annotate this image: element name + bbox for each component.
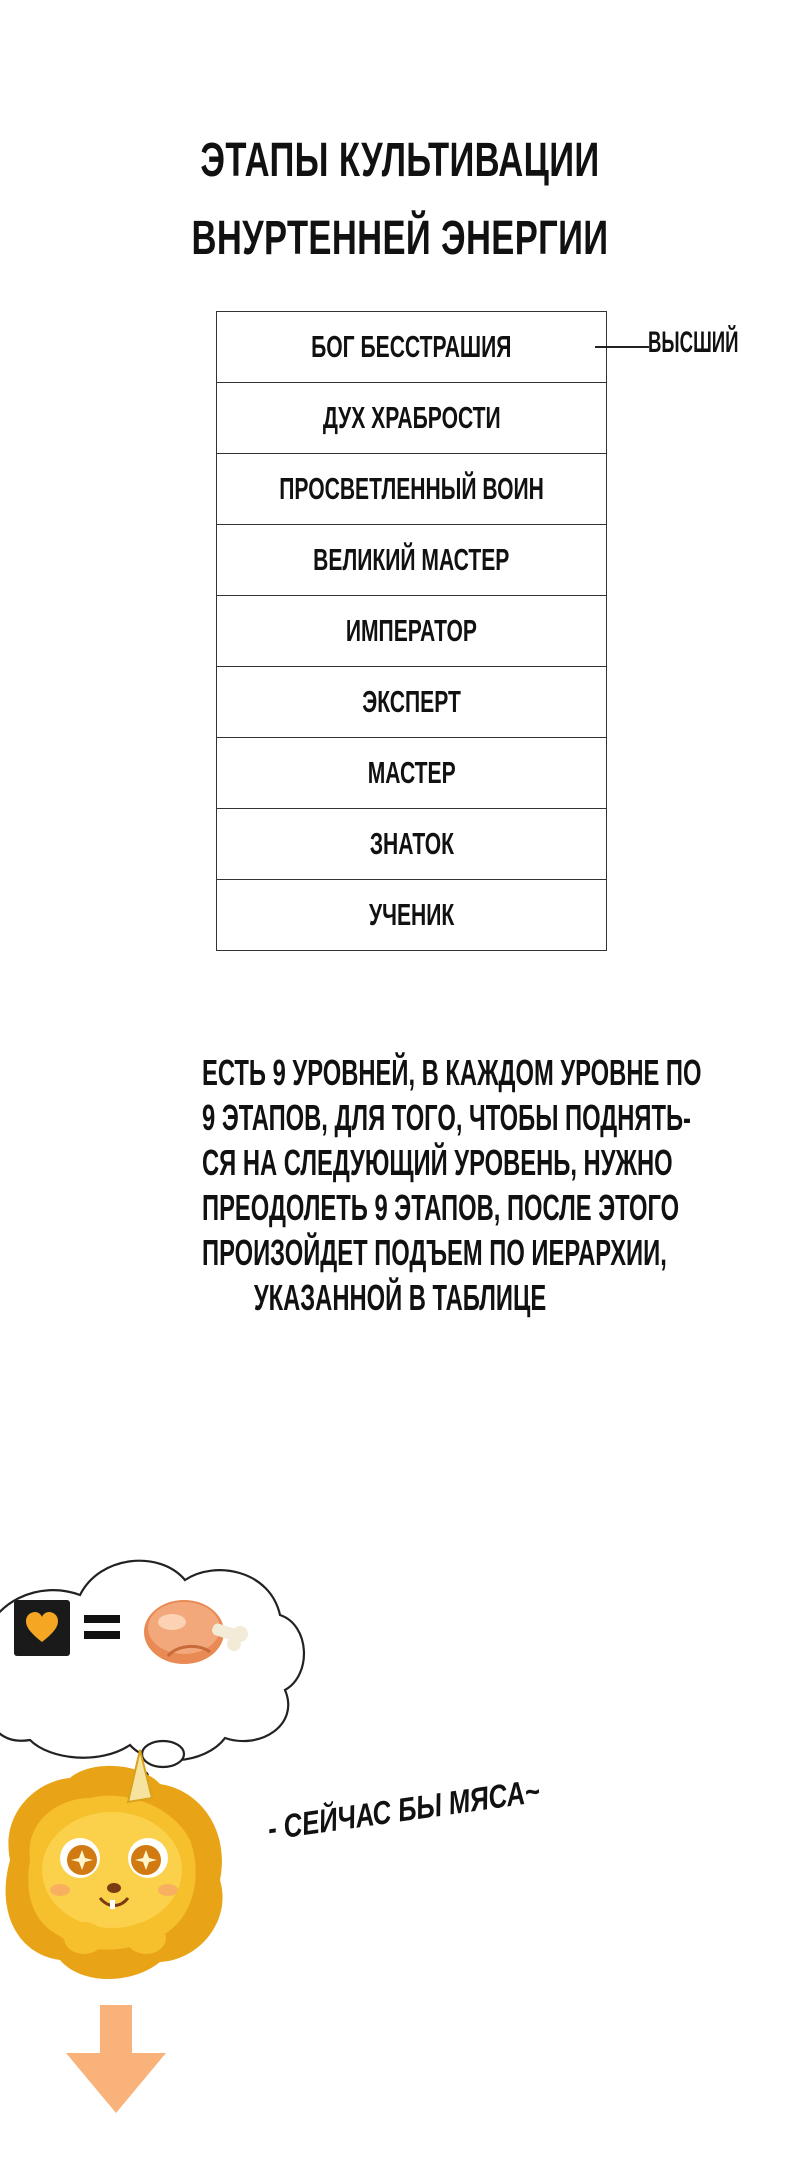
stage-cell (217, 809, 607, 880)
stage-label: ВЕЛИКИЙ МАСТЕР (313, 542, 510, 577)
stage-label: ЭКСПЕРТ (362, 684, 461, 719)
stage-cell (217, 880, 607, 951)
table-row (217, 312, 607, 383)
arrow-down-icon (66, 2005, 166, 2115)
stage-label: МАСТЕР (367, 755, 456, 790)
stage-label: ИМПЕРАТОР (346, 613, 478, 648)
highest-pointer-line (595, 346, 649, 348)
table-row (217, 738, 607, 809)
explanation-line: ПРЕОДОЛЕТЬ 9 ЭТАПОВ, ПОСЛЕ ЭТОГО (201, 1187, 680, 1228)
stage-label: ДУХ ХРАБРОСТИ (322, 400, 501, 435)
explanation-line: ПРОИЗОЙДЕТ ПОДЪЕМ ПО ИЕРАРХИИ, (201, 1232, 667, 1273)
stages-table (216, 311, 607, 951)
stage-label: ЗНАТОК (369, 826, 454, 861)
stage-cell (217, 454, 607, 525)
heart-icon (14, 1600, 70, 1656)
highest-label: ВЫСШИЙ (648, 326, 739, 359)
speech-text: - СЕЙЧАС БЫ МЯСА~ (265, 1772, 542, 1847)
stage-label: БОГ БЕССТРАШИЯ (311, 329, 512, 364)
stage-label: УЧЕНИК (368, 897, 455, 932)
stage-cell (217, 667, 607, 738)
table-row (217, 809, 607, 880)
table-row (217, 880, 607, 951)
table-row (217, 454, 607, 525)
explanation-line: ЕСТЬ 9 УРОВНЕЙ, В КАЖДОМ УРОВНЕ ПО (201, 1052, 702, 1093)
stage-cell (217, 312, 607, 383)
stage-cell (217, 596, 607, 667)
table-row (217, 383, 607, 454)
stage-cell (217, 383, 607, 454)
equals-icon (82, 1609, 122, 1645)
table-row (217, 596, 607, 667)
title-line-2: ВНУРТЕННЕЙ ЭНЕРГИИ (191, 212, 609, 265)
table-row (217, 667, 607, 738)
stage-cell (217, 525, 607, 596)
explanation-text (100, 1050, 700, 1320)
stage-cell (217, 738, 607, 809)
mascot-face (42, 1812, 182, 1928)
title-line-1: ЭТАПЫ КУЛЬТИВАЦИИ (200, 134, 600, 187)
table-row (217, 525, 607, 596)
explanation-line: УКАЗАННОЙ В ТАБЛИЦЕ (253, 1277, 547, 1318)
lion-mascot-illustration (0, 1740, 240, 2000)
explanation-line: 9 ЭТАПОВ, ДЛЯ ТОГО, ЧТОБЫ ПОДНЯТЬ- (201, 1097, 691, 1138)
stage-label: ПРОСВЕТЛЕННЫЙ ВОИН (279, 471, 544, 506)
page-title (112, 122, 688, 278)
explanation-line: СЯ НА СЛЕДУЮЩИЙ УРОВЕНЬ, НУЖНО (201, 1142, 673, 1183)
meat-icon (138, 1586, 258, 1676)
heart-icon-box (14, 1600, 70, 1656)
